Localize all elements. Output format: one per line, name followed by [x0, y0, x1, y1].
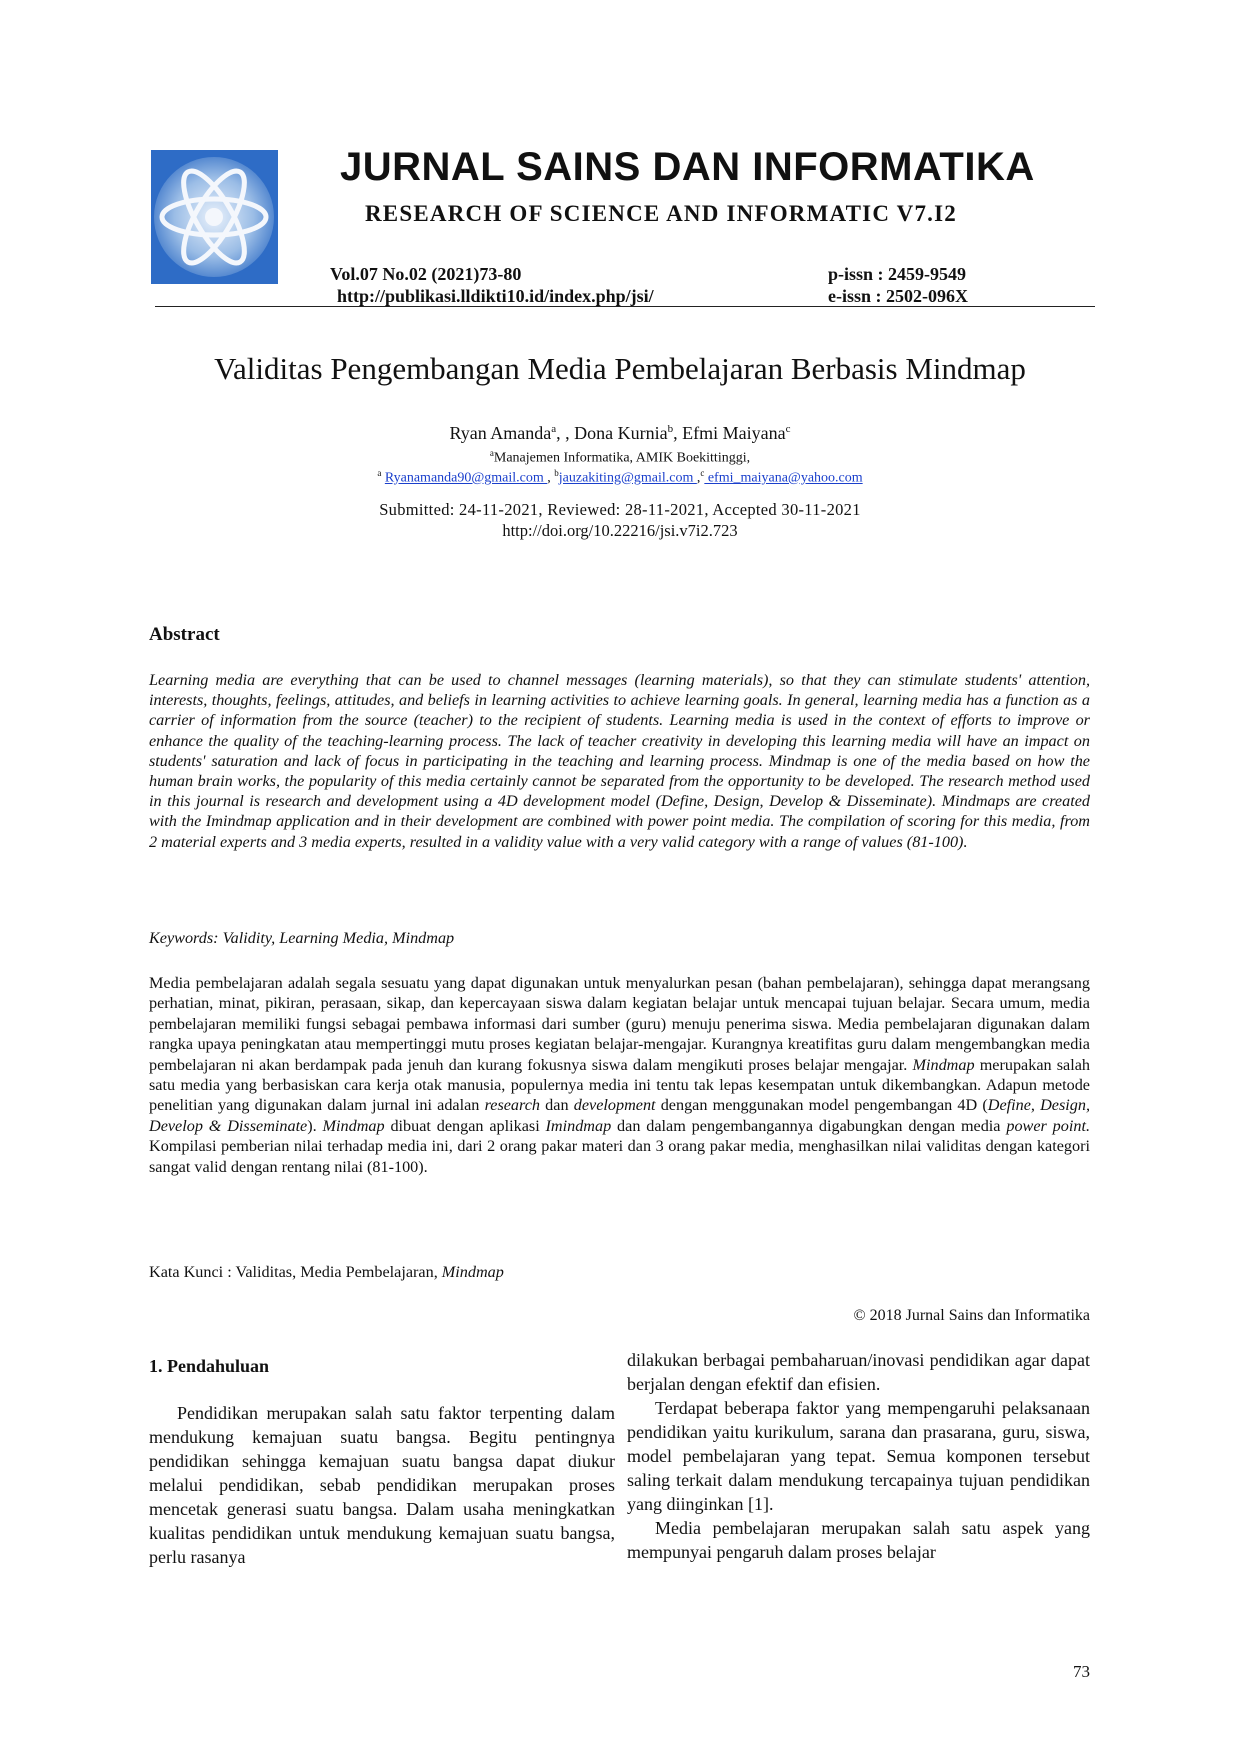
- atom-logo-icon: [151, 150, 278, 284]
- affiliation-text: Manajemen Informatika, AMIK Boekittinggi,: [493, 450, 751, 466]
- abstract-heading: Abstract: [149, 624, 220, 645]
- doi-link[interactable]: http://doi.org/10.22216/jsi.v7i2.723: [502, 521, 738, 540]
- paper-title: Validitas Pengembangan Media Pembelajaran Berbasis Mindmap: [214, 351, 1026, 386]
- paragraph: dilakukan berbagai pembaharuan/inovasi pendidikan agar dapat berjalan dengan efektif dan efisien.: [627, 1350, 1090, 1394]
- abstract-text: Learning media are everything that can be used to channel messages (learning materials), so that they can stimulate students' attention, interests, thoughts, feelings, attitudes, and beliefs in learning activities to achieve learning goals. In general, learning media has a function as a carrier of information from the source (teacher) to the recipient of students. Learning media is used in the context of efforts to improve or enhance the quality of the teaching-learning process. The lack of teacher creativity in developing this learning media will have an impact on students' saturation and lack of focus in participating in the teaching and learning process. Mindmap is one of the media based on how the human brain works, the popularity of this media certainly cannot be separated from the opportunity to be developed. The research method used in this journal is research and development using a 4D development model (Define, Design, Develop & Disseminate). Mindmaps are created with the Imindmap application and in their development are combined with power point media. The compilation of scoring for this media, from 2 material experts and 3 media experts, resulted in a validity value with a very valid category with a range of values (81-100).: [149, 671, 1090, 851]
- email-link[interactable]: Ryanamanda90@gmail.com: [384, 470, 548, 486]
- abstrak-italic: Mindmap: [912, 1055, 975, 1074]
- abstrak-italic: Mindmap: [322, 1116, 385, 1135]
- author-sup: b: [667, 423, 674, 435]
- abstrak-segment: Kompilasi pemberian nilai terhadap media ini, dari 2 orang pakar materi dan 3 orang pakar media, menghasilkan nilai validitas dengan kategori sangat valid dengan rentang nilai (81-100).: [149, 1137, 1090, 1176]
- abstrak-segment: dan dalam pengembangannya digabungkan dengan media: [611, 1116, 1007, 1135]
- author-name: Dona Kurnia: [574, 423, 668, 443]
- email-link[interactable]: efmi_maiyana@yahoo.com: [704, 470, 863, 486]
- keywords: Keywords: Validity, Learning Media, Mindmap: [149, 929, 455, 947]
- email-sep: ,: [547, 470, 555, 486]
- author-sup: c: [785, 423, 791, 435]
- paragraph: Terdapat beberapa faktor yang mempengaruhi pelaksanaan pendidikan yaitu kurikulum, sarana dan prasarana, guru, siswa, model pembelajaran yang tepat. Semua komponen tersebut saling terkait dalam mendukung tercapainya tujuan pendidikan yang diinginkan [1].: [627, 1398, 1090, 1514]
- email-link[interactable]: jauzakiting@gmail.com: [558, 470, 697, 486]
- abstrak-italic: development: [573, 1096, 656, 1115]
- abstrak-segment: dengan menggunakan model pengembangan 4D (: [655, 1096, 988, 1115]
- e-issn: e-issn : 2502-096X: [828, 286, 968, 306]
- abstrak-segment: Media pembelajaran adalah segala sesuatu yang dapat digunakan untuk menyalurkan pesan (bahan pembelajaran), sehingga dapat merangsang perhatian, minat, pikiran, perasaan, sikap, dan kepercayaan siswa dalam kegiatan belajar untuk mencapai tujuan belajar. Secara umum, media pembelajaran memiliki fungsi sebagai pembawa informasi dari sumber (guru) menuju penerima siswa. Media pembelajaran digunakan dalam rangka upaya peningkatan atau mempertinggi mutu proses kegiatan belajar-mengajar. Kurangnya kreatifitas guru dalam mengembangkan media pembelajaran ni akan berdampak pada jenuh dan kurang fokusnya siswa dalam mengikuti proses belajar mengajar.: [149, 974, 1090, 1074]
- header-divider: [155, 306, 1095, 307]
- author-sup: a: [551, 423, 557, 435]
- author-sep: ,: [673, 423, 683, 443]
- abstrak-segment: ).: [307, 1116, 323, 1135]
- kata-kunci-text: Kata Kunci : Validitas, Media Pembelajaran,: [149, 1263, 442, 1281]
- email-sup: c: [700, 468, 705, 478]
- left-column: [149, 1401, 615, 1569]
- right-column: [627, 1348, 1090, 1564]
- abstrak-segment: dibuat dengan aplikasi: [384, 1116, 546, 1135]
- abstrak-italic: Imindmap: [545, 1116, 612, 1135]
- kata-kunci: [149, 1263, 504, 1282]
- p-issn: p-issn : 2459-9549: [828, 264, 967, 284]
- email-sup: a: [377, 468, 382, 478]
- journal-url[interactable]: http://publikasi.lldikti10.id/index.php/jsi/: [337, 286, 654, 306]
- journal-subtitle: RESEARCH OF SCIENCE AND INFORMATIC V7.I2: [365, 201, 957, 226]
- abstrak-italic: research: [484, 1096, 541, 1115]
- author-name: Ryan Amanda: [449, 423, 552, 443]
- section-heading: 1. Pendahuluan: [149, 1356, 270, 1376]
- author-name: Efmi Maiyana: [682, 423, 786, 443]
- abstrak-text: [149, 973, 1090, 1177]
- email-sup: b: [554, 468, 559, 478]
- journal-volume: Vol.07 No.02 (2021)73-80: [330, 264, 522, 284]
- abstrak-italic: power point.: [1006, 1116, 1090, 1135]
- abstrak-segment: merupakan salah satu media yang berbasiskan cara kerja otak manusia, populernya media ini tentu tak lepas kesempatan untuk dikembangkan. Adapun metode penelitian yang digunakan dalam jurnal ini adalan: [149, 1055, 1091, 1115]
- email-list: [150, 464, 1090, 488]
- author-sep: , ,: [556, 423, 575, 443]
- copyright-notice: © 2018 Jurnal Sains dan Informatika: [853, 1307, 1090, 1324]
- author-list: [150, 418, 1090, 444]
- page-number: 73: [1073, 1662, 1090, 1681]
- journal-logo: [151, 150, 278, 284]
- kata-kunci-italic: Mindmap: [441, 1263, 504, 1281]
- journal-title: JURNAL SAINS DAN INFORMATIKA: [340, 145, 1035, 189]
- submission-dates: Submitted: 24-11-2021, Reviewed: 28-11-2021, Accepted 30-11-2021: [379, 500, 861, 519]
- paragraph: Media pembelajaran merupakan salah satu aspek yang mempunyai pengaruh dalam proses belajar: [627, 1518, 1090, 1562]
- abstrak-segment: dan: [540, 1096, 574, 1115]
- abstrak-italic: Define, Design, Develop & Disseminate: [149, 1096, 1091, 1135]
- paragraph: Pendidikan merupakan salah satu faktor terpenting dalam mendukung kemajuan suatu bangsa. Begitu pentingnya pendidikan sehingga kemajuan suatu bangsa dapat diukur melalui pendidikan, sebab pendidikan merupakan proses mencetak generasi suatu bangsa. Dalam usaha meningkatkan kualitas pendidikan untuk mendukung kemajuan suatu bangsa, perlu rasanya: [149, 1403, 615, 1567]
- email-sep: ,: [696, 470, 701, 486]
- affiliation-sup: a: [489, 448, 494, 458]
